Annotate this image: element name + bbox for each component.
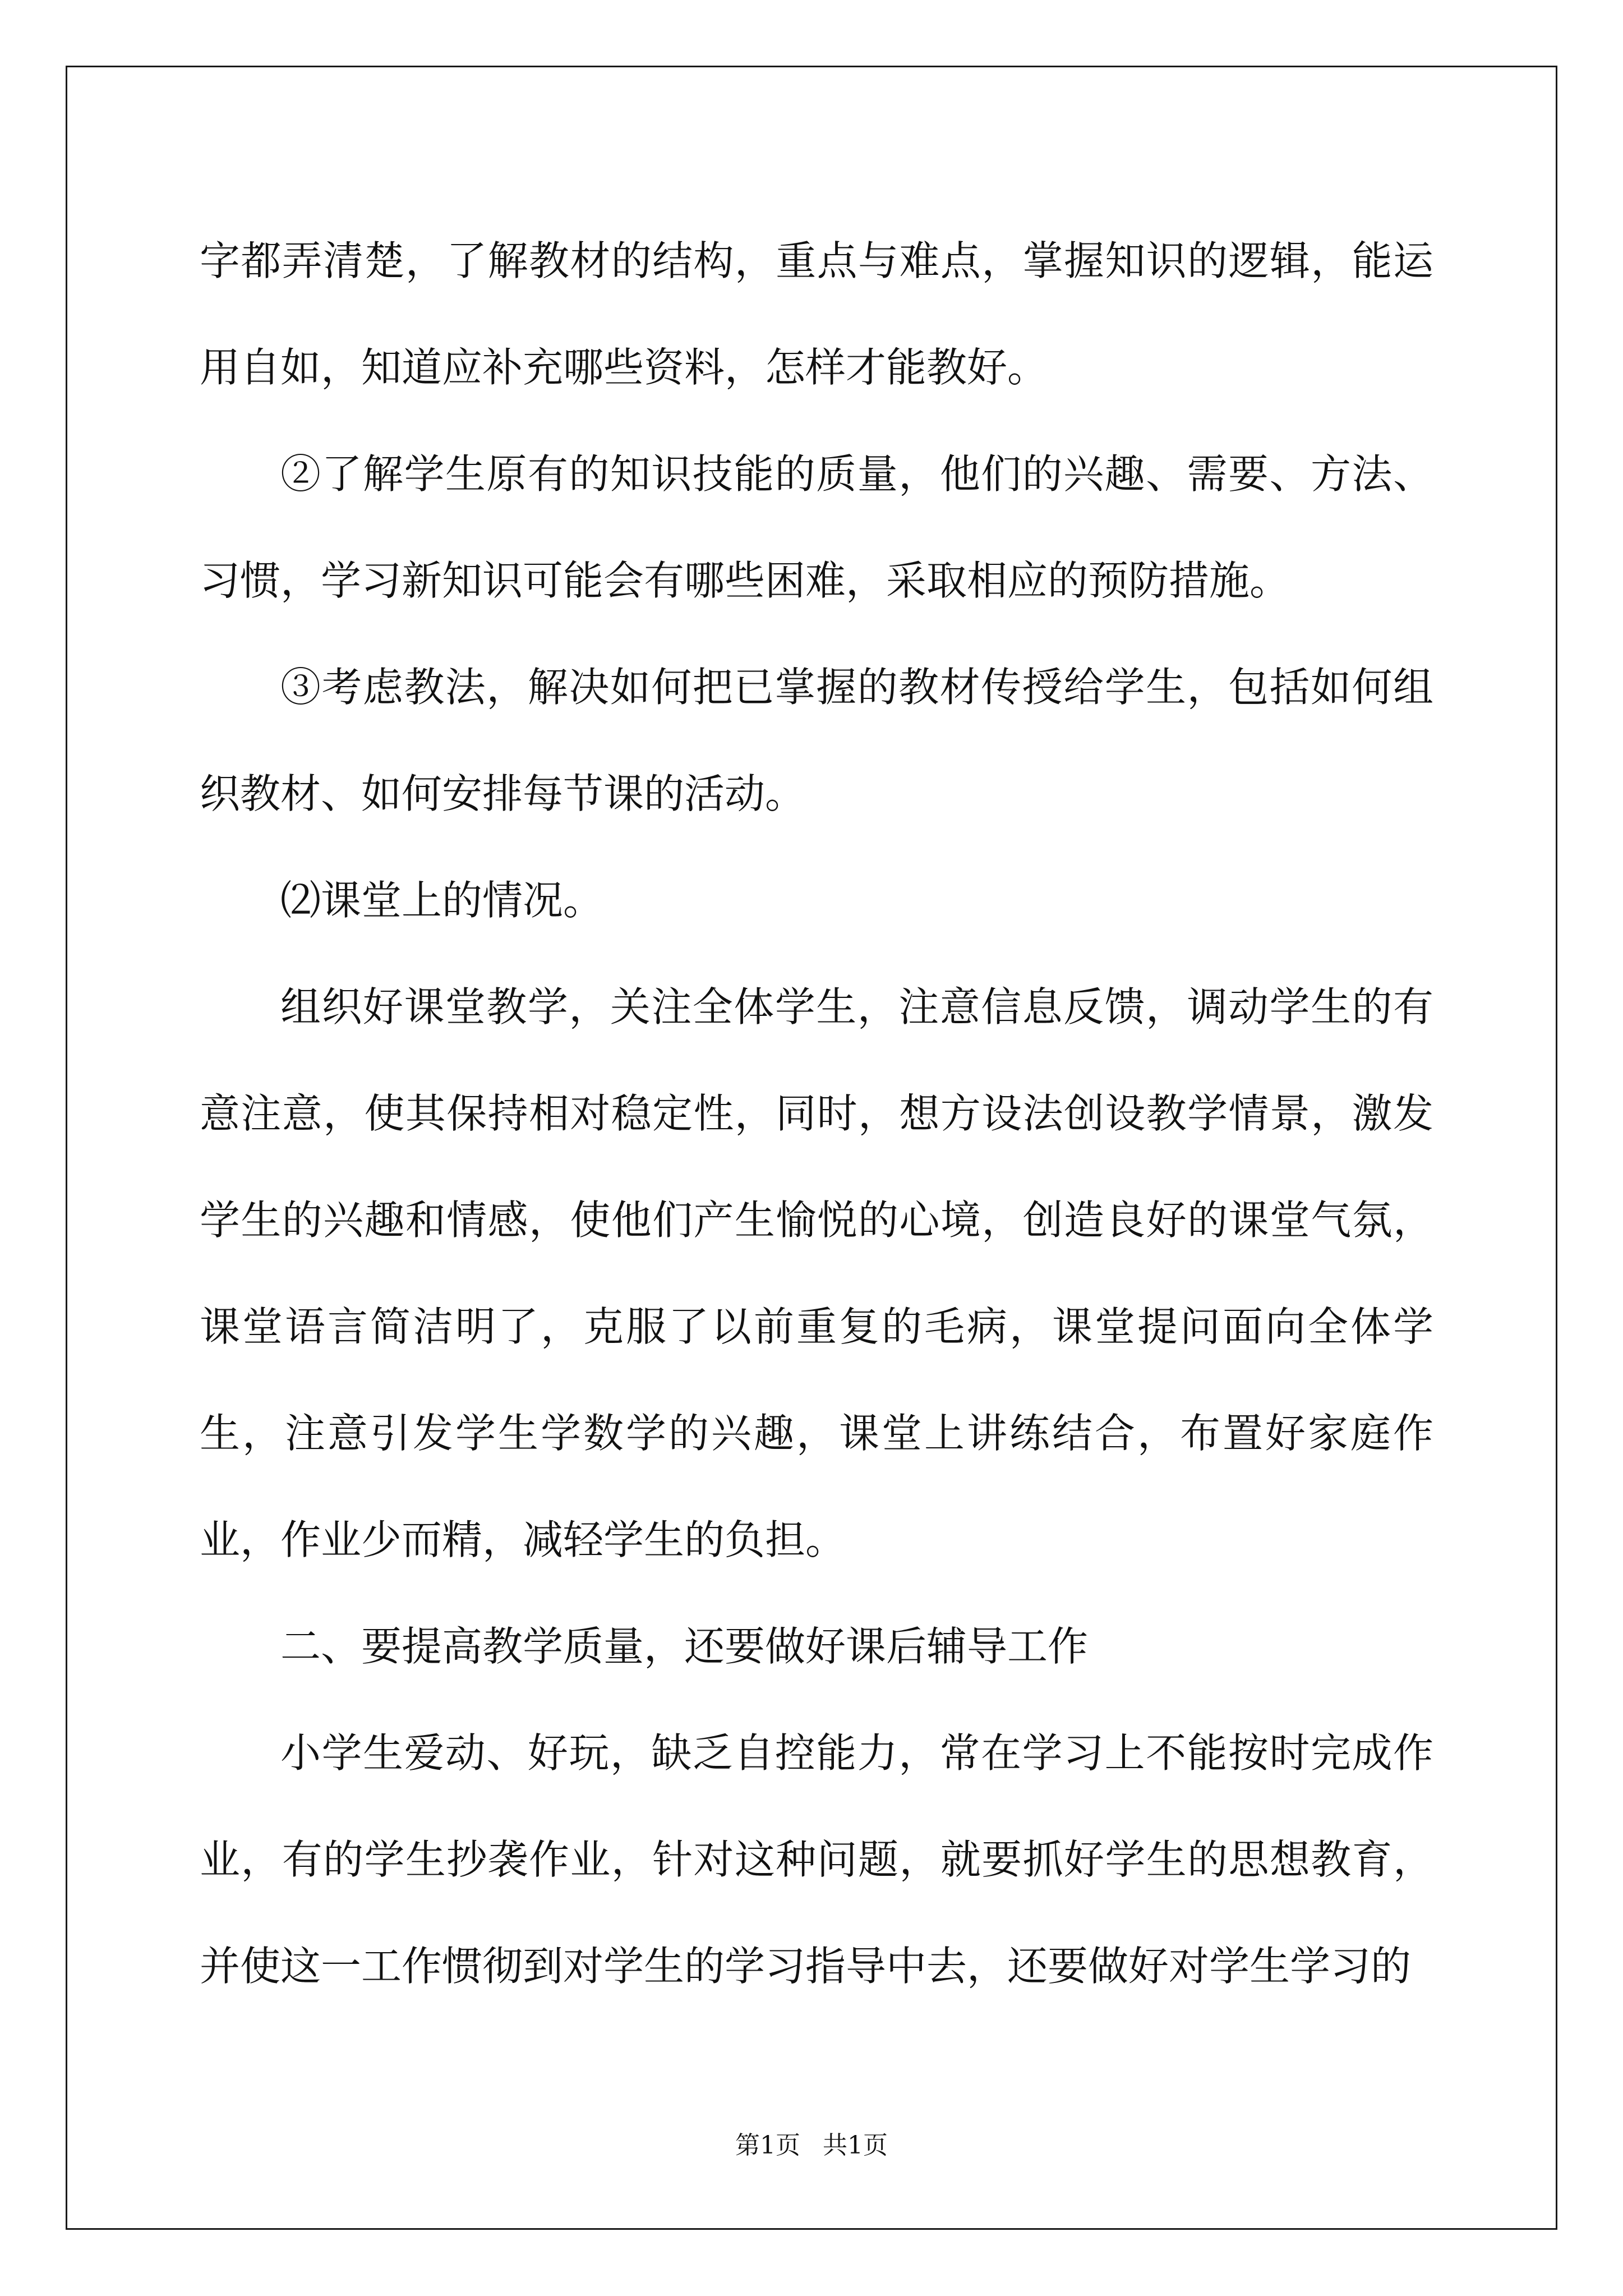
paragraph-4: ⑵课堂上的情况。 xyxy=(280,877,604,924)
paragraph-5: 组织好课堂教学，关注全体学生，注意信息反馈，调动学生的有意注意，使其保持相对稳定性，同时，想方设法创设教学情景，激发学生的兴趣和情感，使他们产生愉悦的心境，创造良好的课堂气氛，课堂语言简洁明了，克服了以前重复的毛病，课堂提问面向全体学生，注意引发学生学数学的兴趣，课堂上讲练结合，布置好家庭作业，作业少而精，减轻学生的负担。 xyxy=(200,983,1433,1563)
page-total: 共1页 xyxy=(823,2131,888,2160)
paragraph-1: 字都弄清楚，了解教材的结构，重点与难点，掌握知识的逻辑，能运用自如，知道应补充哪些资料，怎样才能教好。 xyxy=(200,237,1433,391)
paragraph-2: ②了解学生原有的知识技能的质量，他们的兴趣、需要、方法、习惯，学习新知识可能会有哪些困难，采取相应的预防措施。 xyxy=(200,450,1433,604)
page-footer xyxy=(0,2125,1623,2161)
paragraph-3: ③考虑教法，解决如何把已掌握的教材传授给学生，包括如何组织教材、如何安排每节课的活动。 xyxy=(200,664,1433,817)
page-number: 第1页 xyxy=(735,2131,800,2160)
paragraph-6: 小学生爱动、好玩，缺乏自控能力，常在学习上不能按时完成作业，有的学生抄袭作业，针对这种问题，就要抓好学生的思想教育，并使这一工作惯彻到对学生的学习指导中去，还要做好对学生学习的 xyxy=(200,1729,1433,1990)
section-heading-2: 二、要提高教学质量，还要做好课后辅导工作 xyxy=(280,1623,1089,1670)
document-body xyxy=(200,208,1433,2019)
